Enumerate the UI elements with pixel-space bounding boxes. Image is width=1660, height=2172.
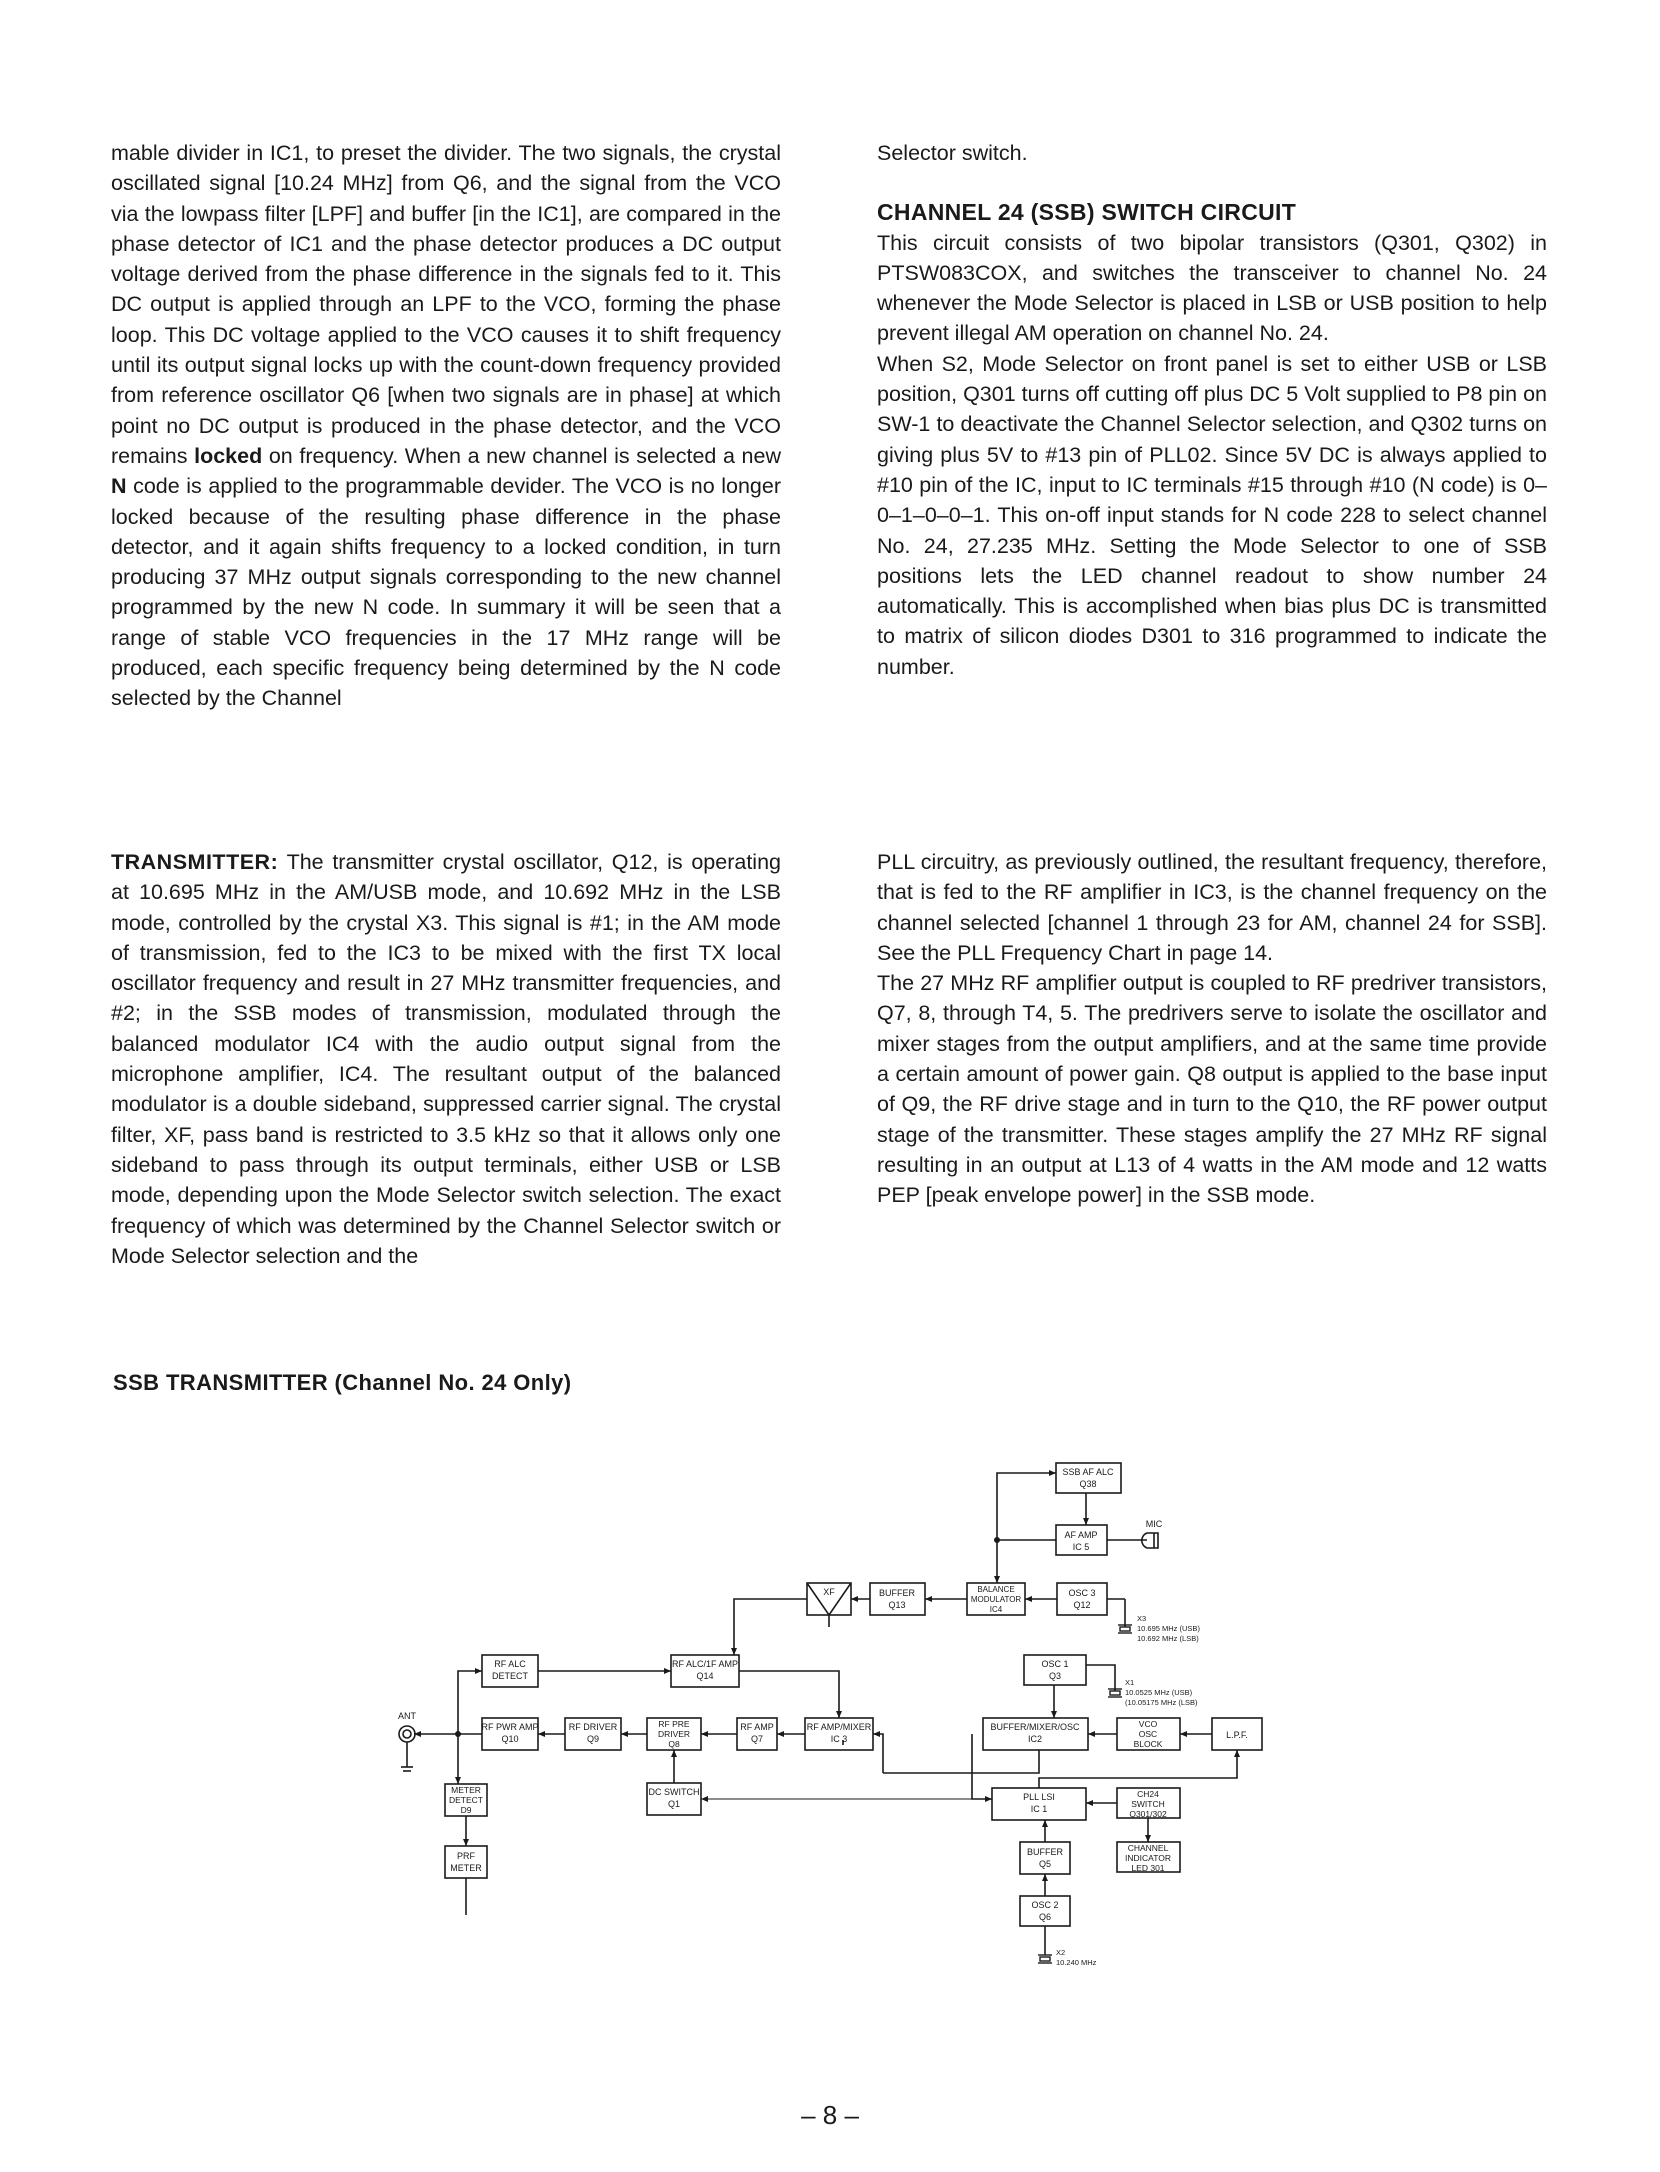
text-run: mable divider in IC1, to preset the divider. The two signals, the crystal oscillated signal [10.24 MHz] from Q6, and the signal from the VCO via the lowpass filter [LPF] and buffer [in the IC1], are compared in the phase detector of IC1 and the phase detector produces a DC output voltage derived from the phase difference in the signals fed to it. This DC output is applied through an LPF to the VCO, forming the phase loop. This DC voltage applied to the VCO causes it to shift frequency until its output signal locks up with the count-down frequency provided from reference oscillator Q6 [when two signals are in phase] at which point no DC output is produced in the phase detector, and the VCO remains bbox=[111, 141, 781, 468]
right-column-bottom bbox=[877, 847, 1547, 1211]
svg-text:INDICATOR: INDICATOR bbox=[1125, 1853, 1171, 1863]
left-column-bottom bbox=[111, 847, 781, 1271]
svg-text:RF ALC: RF ALC bbox=[494, 1659, 526, 1669]
svg-text:10.240 MHz: 10.240 MHz bbox=[1056, 1958, 1097, 1967]
svg-text:Q5: Q5 bbox=[1038, 1859, 1052, 1869]
svg-text:CH24: CH24 bbox=[1137, 1789, 1159, 1799]
svg-text:10.695 MHz (USB): 10.695 MHz (USB) bbox=[1137, 1624, 1200, 1633]
page-number: – 8 – bbox=[801, 2100, 859, 2130]
figure-title: SSB TRANSMITTER (Channel No. 24 Only) bbox=[113, 1370, 572, 1395]
svg-text:IC 3: IC 3 bbox=[830, 1734, 848, 1744]
svg-text:OSC 1: OSC 1 bbox=[1041, 1659, 1069, 1669]
pll-circuitry-paragraph: PLL circuitry, as previously outlined, the resultant frequency, therefore, that is fed to the RF amplifier in IC3, is the channel frequency on the channel selected [channel 1 through 23 for AM, channel 24 for SSB]. See the PLL Frequency Chart in page 14. bbox=[877, 850, 1547, 965]
svg-text:Q8: Q8 bbox=[668, 1739, 680, 1749]
svg-text:RF PWR AMP: RF PWR AMP bbox=[481, 1722, 539, 1732]
svg-text:Q14: Q14 bbox=[696, 1671, 714, 1681]
antenna-icon bbox=[399, 1726, 415, 1771]
right-column-top bbox=[877, 138, 1547, 682]
transmitter-paragraph bbox=[111, 847, 781, 1271]
svg-text:SWITCH: SWITCH bbox=[1131, 1799, 1165, 1809]
svg-text:Q1: Q1 bbox=[667, 1799, 681, 1809]
svg-text:Q3: Q3 bbox=[1048, 1671, 1062, 1681]
section-heading-channel24: CHANNEL 24 (SSB) SWITCH CIRCUIT bbox=[877, 199, 1297, 226]
bold-term-n: N bbox=[111, 474, 127, 499]
svg-text:L.P.F.: L.P.F. bbox=[1226, 1730, 1248, 1740]
svg-text:SSB AF ALC: SSB AF ALC bbox=[1062, 1467, 1114, 1477]
rf-amplifier-paragraph: The 27 MHz RF amplifier output is coupled to RF predriver transistors, Q7, 8, through T4, 5. The predrivers serve to isolate the oscillator and mixer stages from the output amplifiers, and at the same time provide a certain amount of power gain. Q8 output is applied to the base input of Q9, the RF drive stage and in turn to the Q10, the RF power output stage of the transmitter. These stages amplify the 27 MHz RF signal resulting in an output at L13 of 4 watts in the AM mode and 12 watts PEP [peak envelope power] in the SSB mode. bbox=[877, 971, 1547, 1208]
svg-text:IC 5: IC 5 bbox=[1072, 1542, 1090, 1552]
svg-text:Q38: Q38 bbox=[1079, 1479, 1097, 1489]
channel24-paragraph-2: When S2, Mode Selector on front panel is set to either USB or LSB position, Q301 turns off cutting off plus DC 5 Volt supplied to P8 pin on SW-1 to deactivate the Channel Selector selection, and Q302 turns on giving plus 5V to #13 pin of PLL02. Since 5V DC is always applied to #10 pin of the IC, input to IC terminals #15 through #10 (N code) is 0–0–1–0–0–1. This on-off input stands for N code 228 to select channel No. 24, 27.235 MHz. Setting the Mode Selector to one of SSB positions lets the LED channel readout to show number 24 automatically. This is accomplished when bias plus DC is transmitted to matrix of silicon diodes D301 to 316 programmed to indicate the number. bbox=[877, 351, 1547, 679]
svg-text:DETECT: DETECT bbox=[449, 1795, 483, 1805]
svg-text:Q301/302: Q301/302 bbox=[1129, 1809, 1167, 1819]
spacer bbox=[877, 168, 1547, 197]
text-run: The transmitter crystal oscillator, Q12, is operating at 10.695 MHz in the AM/USB mode, and 10.692 MHz in the LSB mode, controlled by the crystal X3. This signal is #1; in the AM mode of transmission, fed to the IC3 to be mixed with the first TX local oscillator frequency and result in 27 MHz transmitter frequencies, and #2; in the SSB modes of transmission, modulated through the balanced modulator IC4 with the audio output signal from the microphone amplifier, IC4. The resultant output of the balanced modulator is a double sideband, suppressed carrier signal. The crystal filter, XF, pass band is restricted to 3.5 kHz so that it allows only one sideband to pass through its output terminals, either USB or LSB mode, depending upon the Mode Selector switch selection. The exact frequency of which was determined by the Channel Selector switch or Mode Selector selection and the bbox=[111, 850, 781, 1268]
svg-text:OSC: OSC bbox=[1138, 1729, 1158, 1739]
svg-text:Q7: Q7 bbox=[750, 1734, 764, 1744]
text-run: code is applied to the programmable devider. The VCO is no longer locked because of the resulting phase difference in the phase detector, and it again shifts frequency to a locked condition, in turn producing 37 MHz output signals corresponding to the new channel programmed by the new N code. In summary it will be seen that a range of stable VCO frequencies in the 17 MHz range will be produced, each specific frequency being determined by the N code selected by the Channel bbox=[111, 474, 781, 711]
channel24-paragraph-1: This circuit consists of two bipolar transistors (Q301, Q302) in PTSW083COX, and switches the transceiver to channel No. 24 whenever the Mode Selector is placed in LSB or USB position to help prevent illegal AM operation on channel No. 24. bbox=[877, 230, 1547, 346]
svg-text:MIC: MIC bbox=[1145, 1519, 1163, 1529]
svg-text:DRIVER: DRIVER bbox=[657, 1729, 691, 1739]
svg-text:RF AMP/MIXER: RF AMP/MIXER bbox=[806, 1722, 872, 1732]
svg-text:AF AMP: AF AMP bbox=[1064, 1530, 1098, 1540]
svg-text:LED 301: LED 301 bbox=[1131, 1863, 1165, 1873]
svg-text:IC 1: IC 1 bbox=[1030, 1804, 1048, 1814]
svg-text:BUFFER: BUFFER bbox=[879, 1588, 915, 1598]
svg-text:METER: METER bbox=[450, 1863, 482, 1873]
svg-text:X2: X2 bbox=[1056, 1948, 1066, 1957]
svg-text:BALANCE: BALANCE bbox=[977, 1585, 1015, 1594]
svg-text:D9: D9 bbox=[460, 1805, 472, 1815]
svg-text:BUFFER/MIXER/OSC: BUFFER/MIXER/OSC bbox=[990, 1722, 1080, 1732]
svg-text:Q13: Q13 bbox=[888, 1600, 906, 1610]
svg-text:IC2: IC2 bbox=[1027, 1734, 1043, 1744]
svg-text:X1: X1 bbox=[1125, 1678, 1135, 1687]
svg-text:IC4: IC4 bbox=[989, 1605, 1003, 1614]
svg-text:OSC 3: OSC 3 bbox=[1068, 1588, 1096, 1598]
left-column-top bbox=[111, 138, 781, 714]
svg-text:PLL LSI: PLL LSI bbox=[1023, 1792, 1055, 1802]
svg-text:VCO: VCO bbox=[1138, 1719, 1158, 1729]
run-in-heading-transmitter: TRANSMITTER: bbox=[111, 850, 279, 874]
svg-text:RF AMP: RF AMP bbox=[740, 1722, 774, 1732]
text-run: on frequency. When a new channel is selected a new bbox=[262, 443, 781, 468]
svg-text:Q10: Q10 bbox=[501, 1734, 519, 1744]
svg-text:DC SWITCH: DC SWITCH bbox=[648, 1787, 700, 1797]
svg-text:Q9: Q9 bbox=[586, 1734, 600, 1744]
svg-text:BUFFER: BUFFER bbox=[1027, 1847, 1063, 1857]
svg-text:(10.05175 MHz (LSB): (10.05175 MHz (LSB) bbox=[1125, 1698, 1198, 1707]
pll-description-paragraph bbox=[111, 138, 781, 714]
svg-text:10.0525 MHz (USB): 10.0525 MHz (USB) bbox=[1125, 1688, 1193, 1697]
svg-text:X3: X3 bbox=[1137, 1614, 1147, 1623]
ssb-transmitter-block-diagram bbox=[380, 1455, 1280, 1975]
svg-text:ANT: ANT bbox=[398, 1711, 416, 1721]
svg-text:OSC 2: OSC 2 bbox=[1031, 1900, 1059, 1910]
svg-text:MODULATOR: MODULATOR bbox=[970, 1595, 1022, 1604]
svg-text:10.692 MHz (LSB): 10.692 MHz (LSB) bbox=[1137, 1634, 1199, 1643]
svg-text:RF PRE: RF PRE bbox=[658, 1719, 690, 1729]
svg-text:METER: METER bbox=[451, 1785, 481, 1795]
svg-text:PRF: PRF bbox=[457, 1851, 475, 1861]
svg-text:Q12: Q12 bbox=[1073, 1600, 1091, 1610]
svg-text:BLOCK: BLOCK bbox=[1133, 1739, 1163, 1749]
svg-text:XF: XF bbox=[823, 1587, 835, 1597]
svg-text:CHANNEL: CHANNEL bbox=[1127, 1843, 1169, 1853]
svg-text:DETECT: DETECT bbox=[492, 1671, 528, 1681]
continuation-text: Selector switch. bbox=[877, 141, 1028, 165]
svg-text:Q6: Q6 bbox=[1038, 1912, 1052, 1922]
svg-text:RF DRIVER: RF DRIVER bbox=[568, 1722, 618, 1732]
svg-text:RF ALC/1F AMP: RF ALC/1F AMP bbox=[671, 1659, 739, 1669]
bold-term-locked: locked bbox=[194, 443, 263, 468]
